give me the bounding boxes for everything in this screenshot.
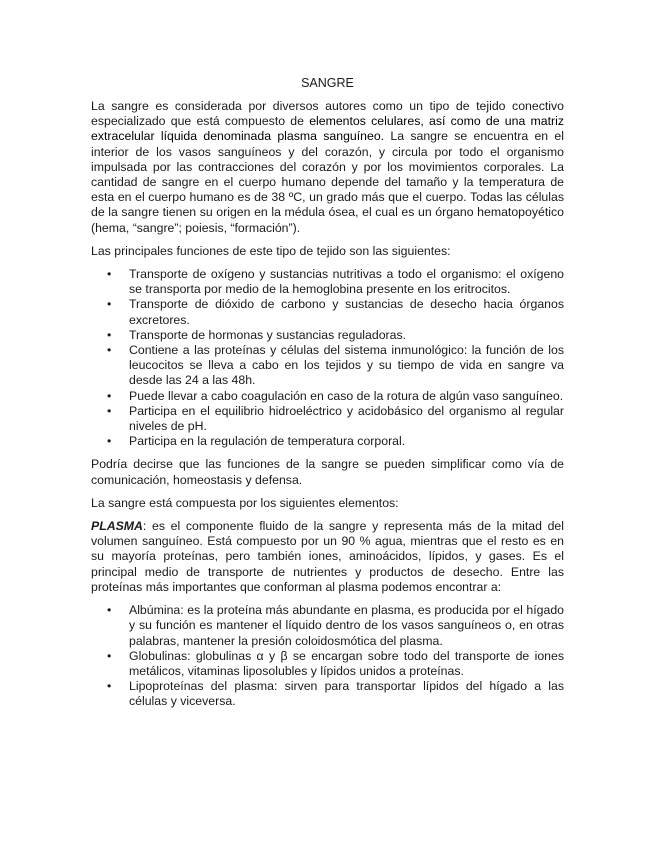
bullet-icon: •: [107, 434, 112, 449]
bullet-icon: •: [107, 403, 112, 418]
intro-text-highlight: elementos celulares, así como de una matriz extracelular líquida denominada plasma sanguíneo.: [91, 114, 564, 144]
list-item: • Transporte de hormonas y sustancias reguladoras.: [107, 327, 407, 342]
list-item: • Globulinas: globulinas α y β se encargan sobre todo del transporte de iones metálicos, vitaminas liposolubles y lípidos unidos a proteínas.: [107, 648, 564, 678]
intro-text-c: La sangre se encuentra en el interior de los vasos sanguíneos y del corazón, y circula por todo el organismo impulsada por las contracciones del corazón y por los movimientos corporales. La cantidad de sangre en el cuerpo humano depende del tamaño y la temperatura de esta en el cuerpo humano es de 38 ºC, un grado más que el cuerpo. Todas las células de la sangre tienen su origen en la médula ósea, el cual es un órgano hematopoyético (hema, “sangre”; poiesis, “formación”).: [91, 129, 564, 235]
proteins-list: [91, 603, 564, 709]
plasma-paragraph: [91, 519, 564, 595]
bullet-icon: •: [107, 388, 112, 403]
summary-paragraph: Podría decirse que las funciones de la sangre se pueden simplificar como vía de comunicación, homeostasis y defensa.: [91, 457, 564, 487]
bullet-icon: •: [107, 648, 112, 663]
list-item: • Transporte de oxígeno y sustancias nutritivas a todo el organismo: el oxígeno se transporta por medio de la hemoglobina presente en los eritrocitos.: [107, 267, 564, 297]
list-item: • Lipoproteínas del plasma: sirven para transportar lípidos del hígado a las células y viceversa.: [107, 679, 564, 709]
document-body: [91, 99, 564, 718]
bullet-icon: •: [107, 327, 112, 342]
plasma-term: PLASMA: [91, 519, 143, 534]
elements-intro: La sangre está compuesta por los siguientes elementos:: [91, 495, 399, 510]
plasma-text: : es el componente fluido de la sangre y representa más de la mitad del volumen sanguíneo. Está compuesto por un 90 % agua, mientras que el resto es en su mayoría proteínas, pero también iones, aminoácidos, lípidos, y gases. Es el principal medio de transporte de nutrientes y productos de desecho. Entre las proteínas más importantes que conforman al plasma podemos encontrar a:: [91, 519, 564, 594]
bullet-icon: •: [107, 679, 112, 694]
list-item: • Puede llevar a cabo coagulación en caso de la rotura de algún vaso sanguíneo.: [107, 388, 564, 403]
page-title: SANGRE: [301, 76, 354, 90]
bullet-icon: •: [107, 603, 112, 618]
functions-intro: Las principales funciones de este tipo de tejido son las siguientes:: [91, 243, 451, 258]
bullet-icon: •: [107, 343, 112, 358]
intro-paragraph: [91, 99, 564, 236]
bullet-icon: •: [107, 267, 112, 282]
list-item: • Participa en la regulación de temperatura corporal.: [107, 434, 406, 449]
bullet-icon: •: [107, 297, 112, 312]
list-item: • Transporte de dióxido de carbono y sustancias de desecho hacia órganos excretores.: [107, 297, 564, 327]
intro-text-a: La sangre es considerada por diversos autores como un tipo de tejido conectivo especializado que está compuesto de: [91, 99, 564, 129]
list-item: • Contiene a las proteínas y células del sistema inmunológico: la función de los leucocitos se lleva a cabo en los tejidos y su tiempo de vida en sangre va desde las 24 a las 48h.: [107, 343, 564, 388]
list-item: • Albúmina: es la proteína más abundante en plasma, es producida por el hígado y su función es mantener el líquido dentro de los vasos sanguíneos o, en otras palabras, mantener la presión coloidosmótica del plasma.: [107, 603, 564, 648]
list-item: • Participa en el equilibrio hidroeléctrico y acidobásico del organismo al regular niveles de pH.: [107, 403, 564, 434]
functions-list: [91, 267, 564, 449]
